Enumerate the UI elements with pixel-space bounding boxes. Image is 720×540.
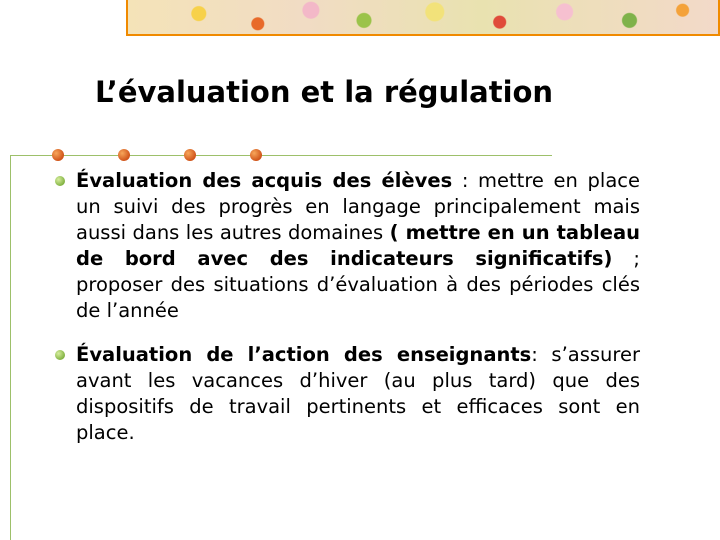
decorative-dot-icon bbox=[118, 149, 130, 161]
bullet-dot-icon bbox=[55, 350, 65, 360]
bullet-segment: ; proposer des situations d’évaluation à des périodes clés de l’année bbox=[76, 247, 641, 322]
decorative-dot-icon bbox=[52, 149, 64, 161]
title-divider-line bbox=[10, 155, 552, 156]
bullet-dot-icon bbox=[55, 176, 65, 186]
bullet-segment: Évaluation des acquis des élèves bbox=[76, 169, 453, 192]
decorative-dot-icon bbox=[250, 149, 262, 161]
slide-title: L’évaluation et la régulation bbox=[95, 75, 554, 109]
bullet-segment: Évaluation de l’action des enseignants bbox=[76, 343, 532, 366]
bullet-segment: : s’assurer avant les vacances d’hiver (au plus tard) que des dispositifs de travail pertinents et efficaces sont en place. bbox=[76, 343, 641, 444]
bullet-list bbox=[55, 168, 640, 446]
bullet-item bbox=[55, 342, 640, 446]
decorative-flower-banner bbox=[126, 0, 720, 36]
bullet-text bbox=[76, 168, 640, 324]
decorative-dot-icon bbox=[184, 149, 196, 161]
bullet-text bbox=[76, 342, 640, 446]
bullet-segment: : mettre en place un suivi des progrès en langage principalement mais aussi dans les autres domaines bbox=[76, 169, 640, 244]
bullet-item bbox=[55, 168, 640, 324]
left-frame-line bbox=[10, 155, 11, 540]
bullet-segment: ( mettre en un tableau de bord avec des indicateurs significatifs) bbox=[76, 221, 641, 270]
